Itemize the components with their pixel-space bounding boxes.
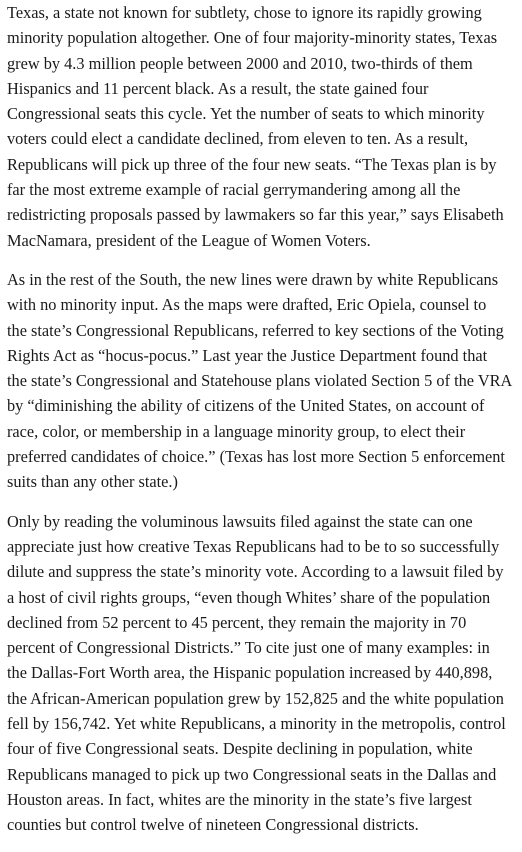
text-line: by “diminishing the ability of citizens of the United States, on account of [7,396,485,416]
text-line: Hispanics and 11 percent black. As a result, the state gained four [7,78,429,98]
text-line: four of five Congressional seats. Despite declining in population, white [7,739,473,759]
text-line: race, color, or membership in a language minority group, to elect their [7,421,466,441]
text-line: Rights Act as “hocus-pocus.” Last year the Justice Department found that [7,345,488,365]
text-line: preferred candidates of choice.” (Texas has lost more Section 5 enforcement [7,447,505,467]
text-line: far the most extreme example of racial gerrymandering among all the [7,180,461,200]
text-line: Congressional seats this cycle. Yet the number of seats to which minority [7,104,485,124]
text-line: MacNamara, president of the League of Women Voters. [7,230,371,250]
text-line: declined from 52 percent to 45 percent, they remain the majority in 70 [7,612,467,632]
text-line: dilute and suppress the state’s minority vote. According to a lawsuit filed by [7,562,504,582]
text-line: Texas, a state not known for subtlety, chose to ignore its rapidly growing [7,3,482,22]
text-line: grew by 4.3 million people between 2000 and 2010, two-thirds of them [7,53,473,73]
text-line: redistricting proposals passed by lawmakers so far this year,” says Elisabeth [7,205,504,225]
article-body [7,0,519,852]
text-line: the state’s Congressional Republicans, referred to key sections of the Voting [7,320,504,340]
text-line: Republicans will pick up three of the four new seats. “The Texas plan is by [7,154,497,174]
text-line: the African-American population grew by 152,825 and the white population [7,688,504,708]
text-line: percent of Congressional Districts.” To cite just one of many examples: in [7,638,490,658]
text-line: As in the rest of the South, the new lines were drawn by white Republicans [7,269,499,289]
paragraph-lines-drawn-by-republicans [7,267,519,495]
text-line: minority population altogether. One of four majority-minority states, Texas [7,28,498,48]
text-line: Republicans managed to pick up two Congressional seats in the Dallas and [7,764,497,784]
paragraph-lawsuits-minority-vote [7,509,519,838]
text-line: Houston areas. In fact, whites are the minority in the state’s five largest [7,789,472,809]
text-line: counties but control twelve of nineteen Congressional districts. [7,815,419,835]
text-line: voters could elect a candidate declined, from eleven to ten. As a result, [7,129,469,149]
text-line: with no minority input. As the maps were drafted, Eric Opiela, counsel to [7,295,487,315]
text-line: the Dallas-Fort Worth area, the Hispanic population increased by 440,898, [7,663,493,683]
paragraph-texas-minority-population [7,0,519,253]
text-line: appreciate just how creative Texas Republicans had to be to so successfully [7,536,500,556]
text-line: the state’s Congressional and Statehouse plans violated Section 5 of the VRA [7,371,513,391]
text-line: fell by 156,742. Yet white Republicans, a minority in the metropolis, control [7,714,506,734]
text-line: Only by reading the voluminous lawsuits filed against the state can one [7,511,473,531]
text-line: suits than any other state.) [7,472,178,492]
text-line: a host of civil rights groups, “even though Whites’ share of the population [7,587,491,607]
